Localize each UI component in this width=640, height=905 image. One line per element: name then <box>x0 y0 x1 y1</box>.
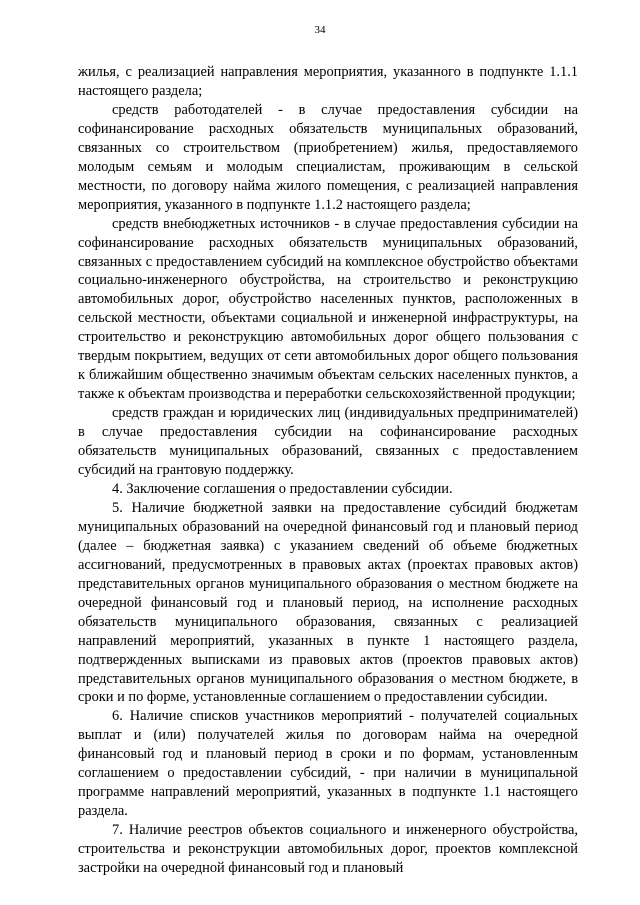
paragraph-item-6: 6. Наличие списков участников мероприятий - получателей социальных выплат и (или) получателей жилья по договорам найма на очередной финансовый год и плановый период в сроки и по формам, установленным соглашением о предоставлении субсидий, - при наличии в муниципальной программе направлений мероприятий, указанных в подпункте 1.1 настоящего раздела. <box>78 708 578 820</box>
paragraph-citizens-funds: средств граждан и юридических лиц (индивидуальных предпринимателей) в случае предоставления субсидии на софинансирование расходных обязательств муниципальных образований, связанных с предоставлением субсидий на грантовую поддержку. <box>78 405 578 479</box>
paragraph-continuation: жилья, с реализацией направления мероприятия, указанного в подпункте 1.1.1 настоящего раздела; <box>78 64 578 99</box>
paragraph-employer-funds: средств работодателей - в случае предоставления субсидии на софинансирование расходных обязательств муниципальных образований, связанных со строительством (приобретением) жилья, предоставляемого молодым семьям и молодым специалистам, проживающим в сельской местности, по договору найма жилого помещения, с реализацией направления мероприятия, указанного в подпункте 1.1.2 настоящего раздела; <box>78 101 578 213</box>
paragraph-extrabudgetary-funds: средств внебюджетных источников - в случае предоставления субсидии на софинансирование расходных обязательств муниципальных образований, связанных с предоставлением субсидий на комплексное обустройство объектами социально-инженерного обустройства, на строительство и реконструкцию автомобильных дорог, обустройство населенных пунктов, расположенных в сельской местности, объектами социальной и инженерной инфраструктуры, на строительство и реконструкцию автомобильных дорог общего пользования с твердым покрытием, ведущих от сети автомобильных дорог общего пользования к ближайшим общественно значимым объектам сельских населенных пунктов, а также к объектам производства и переработки сельскохозяйственной продукции; <box>78 215 578 403</box>
paragraph-item-5: 5. Наличие бюджетной заявки на предоставление субсидий бюджетам муниципальных образований на очередной финансовый год и плановый период (далее – бюджетная заявка) с указанием сведений об объеме бюджетных ассигнований, предусмотренных в правовых актах (проектах правовых актов) представительных органов муниципального образования о местном бюджете на очередной финансовый год и плановый период, на исполнение расходных обязательств муниципального образования, связанных с реализацией направлений мероприятий, указанных в пункте 1 настоящего раздела, подтвержденных выписками из правовых актов (проектов правовых актов) представительных органов муниципального образования о местном бюджете, в сроки и по форме, установленные соглашением о предоставлении субсидии. <box>78 499 578 706</box>
page-number: 34 <box>314 24 326 36</box>
paragraph-item-4: 4. Заключение соглашения о предоставлении субсидии. <box>112 480 453 497</box>
paragraph-item-7: 7. Наличие реестров объектов социального и инженерного обустройства, строительства и реконструкции автомобильных дорог, проектов комплексной застройки на очередной финансовый год и плановый <box>78 822 578 877</box>
document-body <box>78 63 578 878</box>
